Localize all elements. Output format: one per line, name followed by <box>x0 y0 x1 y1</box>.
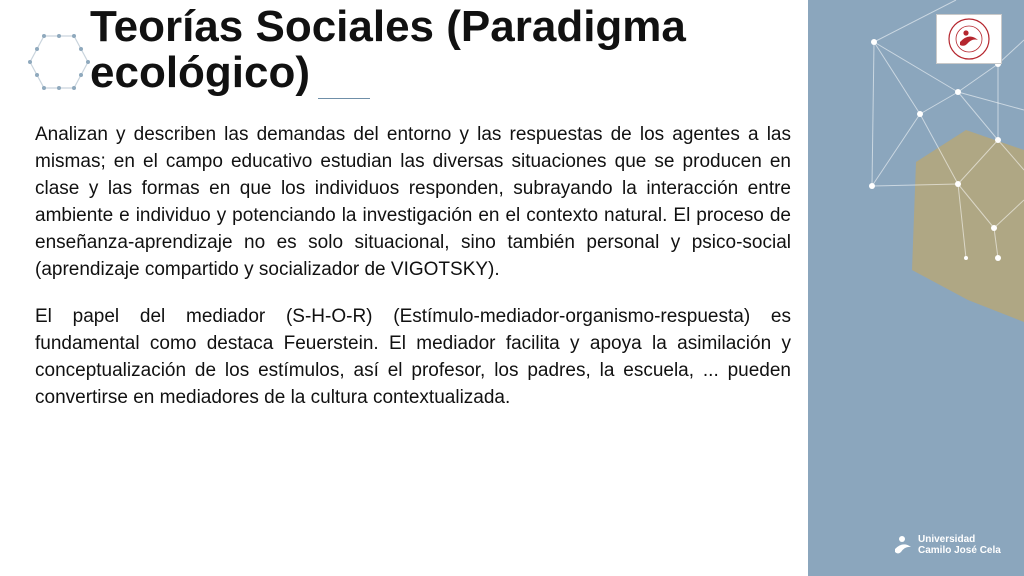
slide-body <box>35 121 791 431</box>
paragraph-2: El papel del mediador (S-H-O-R) (Estímulo-mediador-organismo-respuesta) es fundamental como destaca Feuerstein. El mediador facilita y apoya la asimilación y conceptualización de los estímulos, así el profesor, los padres, la escuela, ... pueden convertirse en mediadores de la cultura contextualizada. <box>35 306 791 408</box>
network-graphic <box>808 0 1024 576</box>
title-underline <box>318 98 370 99</box>
footer-logo-line2: Camilo José Cela <box>918 545 1001 556</box>
side-decor-panel <box>808 0 1024 576</box>
paragraph-1: Analizan y describen las demandas del entorno y las respuestas de los agentes a las mismas; en el campo educativo estudian las diversas situaciones que se producen en clase y las formas en que los individuos responden, subrayando la interacción entre ambiente e individuo y potenciando la investigación en el contexto natural. El proceso de enseñanza-aprendizaje no es solo situacional, sino también personal y psico-social (aprendizaje compartido y socializador de VIGOTSKY). <box>35 124 791 280</box>
university-seal-icon <box>936 14 1002 64</box>
ucjc-logo-icon <box>894 535 912 555</box>
footer-logo-line1: Universidad <box>918 534 976 545</box>
slide-title: Teorías Sociales (Paradigma ecológico) <box>90 2 686 97</box>
dotted-hexagon-icon <box>28 32 90 92</box>
footer-university-logo <box>894 532 1014 558</box>
